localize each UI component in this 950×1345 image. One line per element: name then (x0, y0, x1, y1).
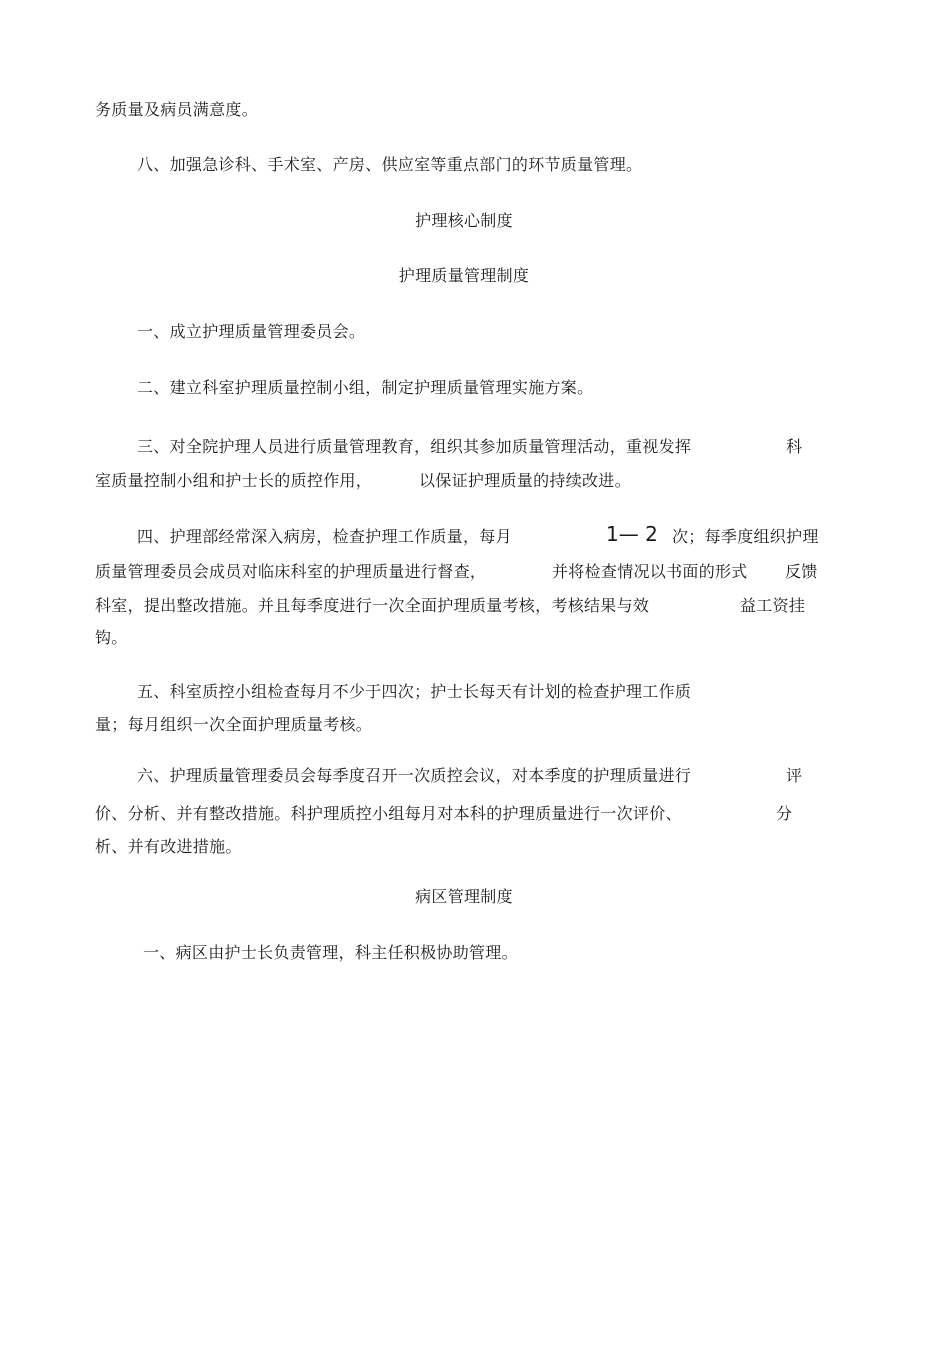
text-line: 室质量控制小组和护士长的质控作用， (95, 471, 373, 490)
text-line: 反馈 (785, 562, 818, 581)
text-line: 八、加强急诊科、手术室、产房、供应室等重点部门的环节质量管理。 (137, 155, 643, 174)
text-line: 科室，提出整改措施。并且每季度进行一次全面护理质量考核，考核结果与效 (95, 596, 650, 615)
heading-core-system: 护理核心制度 (415, 211, 513, 230)
text-line: 益工资挂 (740, 596, 806, 615)
text-line: 并将检查情况以书面的形式 (552, 562, 748, 581)
text-line: 一、病区由护士长负责管理，科主任积极协助管理。 (143, 943, 518, 962)
text-line: 以保证护理质量的持续改进。 (419, 471, 631, 490)
text-line: 质量管理委员会成员对临床科室的护理质量进行督查， (95, 562, 487, 581)
text-line: 四、护理部经常深入病房，检查护理工作质量，每月 (137, 527, 512, 546)
text-line: 一、成立护理质量管理委员会。 (137, 322, 366, 341)
text-line: 次；每季度组织护理 (672, 527, 819, 546)
text-line: 钩。 (95, 628, 128, 647)
heading-quality-management: 护理质量管理制度 (398, 266, 530, 285)
text-number: 1— 2 (606, 522, 658, 546)
text-line: 五、科室质控小组检查每月不少于四次；护士长每天有计划的检查护理工作质 (137, 682, 692, 701)
text-line: 六、护理质量管理委员会每季度召开一次质控会议，对本季度的护理质量进行 (137, 766, 692, 785)
text-line: 分 (776, 804, 793, 823)
text-line: 科 (786, 437, 803, 456)
text-line: 务质量及病员满意度。 (95, 100, 259, 119)
text-line: 析、并有改进措施。 (95, 837, 242, 856)
text-line: 价、分析、并有整改措施。科护理质控小组每月对本科的护理质量进行一次评价、 (95, 804, 682, 823)
text-line: 二、建立科室护理质量控制小组，制定护理质量管理实施方案。 (137, 378, 594, 397)
text-line: 量；每月组织一次全面护理质量考核。 (95, 715, 373, 734)
text-line: 三、对全院护理人员进行质量管理教育，组织其参加质量管理活动，重视发挥 (137, 437, 692, 456)
heading-ward-management: 病区管理制度 (415, 887, 513, 906)
text-line: 评 (786, 766, 803, 785)
